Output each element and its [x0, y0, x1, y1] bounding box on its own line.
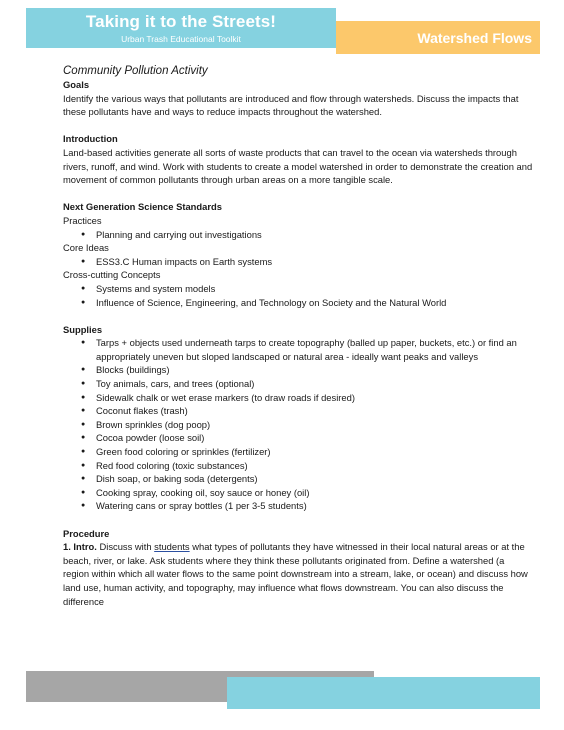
list-item: ● Systems and system models	[63, 282, 533, 296]
step-label: 1. Intro.	[63, 541, 97, 553]
list-item: ● Cooking spray, cooking oil, soy sauce or honey (oil)	[63, 486, 533, 500]
procedure-step-1	[63, 540, 533, 608]
list-item: ● Planning and carrying out investigations	[63, 228, 533, 242]
list-item: ● Coconut flakes (trash)	[63, 404, 533, 418]
document-body	[63, 64, 533, 608]
goals-heading: Goals	[63, 79, 90, 90]
introduction-heading: Introduction	[63, 133, 118, 145]
step-text-pre: Discuss with	[96, 541, 155, 553]
crosscutting-label: Cross-cutting Concepts	[63, 269, 161, 281]
list-item: ● Green food coloring or sprinkles (fertilizer)	[63, 445, 533, 459]
toolkit-subtitle: Urban Trash Educational Toolkit	[121, 34, 241, 44]
list-item: ● Watering cans or spray bottles (1 per 3-5 students)	[63, 499, 533, 513]
list-item: ● Cocoa powder (loose soil)	[63, 431, 533, 445]
list-item: ● Influence of Science, Engineering, and Technology on Society and the Natural World	[63, 296, 533, 310]
list-item: ● Dish soap, or baking soda (detergents)	[63, 472, 533, 486]
activity-title: Community Pollution Activity	[63, 65, 208, 77]
ngss-heading: Next Generation Science Standards	[63, 201, 222, 213]
list-item: ● Red food coloring (toxic substances)	[63, 459, 533, 473]
list-item: ● Tarps + objects used underneath tarps to create topography (balled up paper, buckets, etc.) or find an appropriately uneven but sloped landscaped or natural area - ideally want peaks and valleys	[63, 336, 533, 363]
introduction-text: Land-based activities generate all sorts of waste products that can travel to the ocean via watersheds through rivers, runoff, and wind. Work with students to create a model watershed in order to demonstrate the creation and movement of common pollutants through urban areas on a more tangible scale.	[63, 146, 533, 186]
list-item: ● Sidewalk chalk or wet erase markers (to draw roads if desired)	[63, 391, 533, 405]
footer-blue-band	[227, 677, 540, 709]
toolkit-title: Taking it to the Streets!	[85, 12, 277, 31]
supplies-list	[63, 336, 533, 513]
section-title: Watershed Flows	[417, 30, 532, 46]
core-ideas-list	[63, 255, 533, 269]
core-ideas-label: Core Ideas	[63, 242, 109, 254]
step-text-post: what types of pollutants they have witnessed in their local natural areas or at the beach, river, or lake. Ask students where they think these pollutants originated from. Define a watershed (a region within which all water flows to the same point downstream into a stream, lake, or ocean) and discuss how land use, human activity, and topography, may influence what flows downstream. You can also discuss the difference	[63, 541, 528, 607]
practices-label: Practices	[63, 214, 102, 226]
crosscutting-list	[63, 282, 533, 309]
procedure-heading: Procedure	[63, 527, 110, 539]
goals-text: Identify the various ways that pollutants are introduced and flow through watersheds. Discuss the impacts that these pollutants have and ways to reduce impacts throughout the watershed.	[63, 92, 519, 118]
list-item: ● Brown sprinkles (dog poop)	[63, 418, 533, 432]
students-word: students	[154, 541, 190, 553]
practices-list	[63, 228, 533, 242]
list-item: ● Blocks (buildings)	[63, 363, 533, 377]
list-item: ● ESS3.C Human impacts on Earth systems	[63, 255, 533, 269]
list-item: ● Toy animals, cars, and trees (optional)	[63, 377, 533, 391]
supplies-heading: Supplies	[63, 323, 103, 335]
